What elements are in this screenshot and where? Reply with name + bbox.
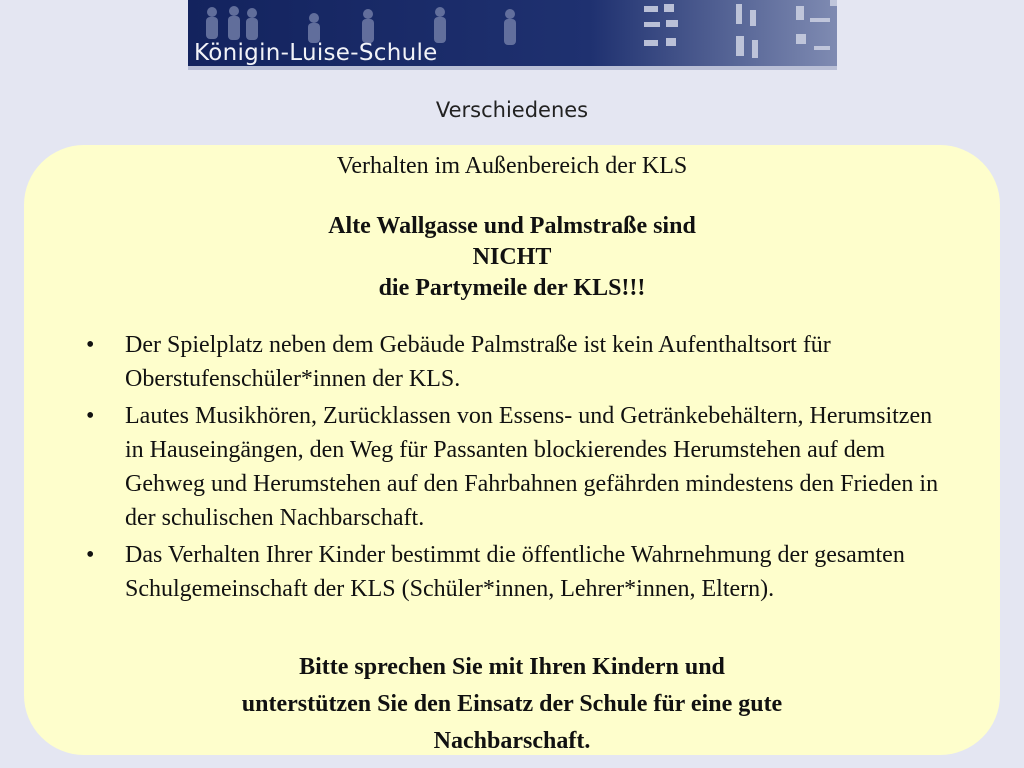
content-card (24, 145, 1000, 755)
list-item-text: Das Verhalten Ihrer Kinder bestimmt die öffentliche Wahrnehmung der gesamten Schulgemeinschaft der KLS (Schüler*innen, Lehrer*innen, Eltern). (125, 542, 905, 602)
bullet-list (86, 328, 946, 609)
school-name: Königin-Luise-Schule (194, 40, 438, 66)
school-banner (188, 0, 837, 70)
headline-line: NICHT (472, 244, 552, 270)
headline-line: die Partymeile der KLS!!! (378, 275, 646, 301)
closing-line: unterstützen Sie den Einsatz der Schule für eine gute (241, 691, 783, 717)
banner-divider (188, 66, 837, 70)
content-subtitle: Verhalten im Außenbereich der KLS (336, 153, 688, 179)
closing-appeal (24, 649, 1000, 760)
closing-line: Bitte sprechen Sie mit Ihren Kindern und (299, 654, 725, 680)
headline-line: Alte Wallgasse und Palmstraße sind (328, 213, 696, 239)
bullet-marker: • (86, 403, 95, 429)
list-item-text: Der Spielplatz neben dem Gebäude Palmstraße ist kein Aufenthaltsort für Oberstufenschüler*innen der KLS. (125, 332, 831, 392)
closing-line: Nachbarschaft. (433, 728, 591, 754)
slide-title: Verschiedenes (435, 98, 589, 122)
list-item (86, 538, 946, 606)
bullet-marker: • (86, 332, 95, 358)
bullet-marker: • (86, 542, 95, 568)
headline (24, 211, 1000, 304)
list-item (86, 399, 946, 535)
list-item-text: Lautes Musikhören, Zurücklassen von Essens- und Getränkebehältern, Herumsitzen in Hauseingängen, den Weg für Passanten blockierendes Herumstehen auf dem Gehweg und Herumstehen auf den Fahrbahnen gefährden mindestens den Frieden in der schulischen Nachbarschaft. (125, 403, 939, 531)
list-item (86, 328, 946, 396)
